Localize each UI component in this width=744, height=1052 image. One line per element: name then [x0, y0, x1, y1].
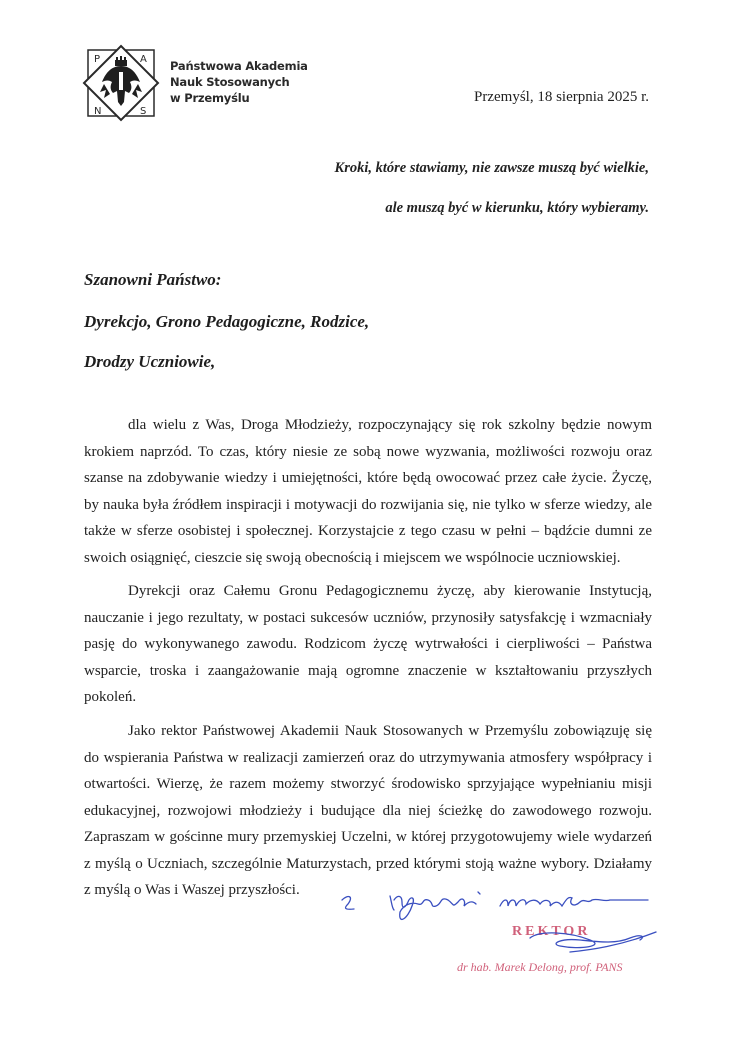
svg-text:A: A	[140, 54, 147, 65]
body-paragraph: Dyrekcji oraz Całemu Gronu Pedagogicznemu życzę, aby kierowanie Instytucją, nauczanie i jego rezultaty, w postaci sukcesów uczniów, przynosiły satysfakcję i wzmacniały pasję do wykonywanego zawodu. Rodzicom życzę wytrwałości i cierpliwości – Państwa wsparcie, troska i zaangażowanie mają ogromne znaczenie w kształtowaniu przyszłych pokoleń.	[84, 583, 652, 705]
organization-name	[170, 58, 308, 106]
svg-text:N: N	[94, 106, 102, 117]
letter-date: Przemyśl, 18 sierpnia 2025 r.	[474, 89, 649, 105]
org-line-3: w Przemyślu	[170, 91, 250, 105]
salutation-line-1: Szanowni Państwo:	[84, 270, 222, 289]
salutation-line-3: Drodzy Uczniowie,	[84, 352, 216, 371]
body-paragraph: Jako rektor Państwowej Akademii Nauk Stosowanych w Przemyślu zobowiązuję się do wspierania Państwa w realizacji zamierzeń oraz do utrzymywania atmosfery współpracy i otwartości. Wierzę, że razem możemy stworzyć środowisko sprzyjające wypełnianiu misji edukacyjnej, rozwojowi młodzieży i budujące dla niej ścieżkę do zawodowego rozwoju. Zapraszam w gościnne mury przemyskiej Uczelni, w której przygotowujemy wiele wydarzeń z myślą o Uczniach, szczególnie Maturzystach, przed którymi stoją ważne wybory. Działamy z myślą o Was i Waszej przyszłości.	[84, 723, 652, 898]
motto-line-1: Kroki, które stawiamy, nie zawsze muszą być wielkie,	[334, 160, 649, 176]
salutation-line-2: Dyrekcjo, Grono Pedagogiczne, Rodzice,	[84, 312, 370, 331]
body-paragraph-3-container	[84, 718, 652, 904]
pans-logo-icon	[82, 44, 160, 122]
body-paragraph-2-container	[84, 578, 652, 711]
org-line-2: Nauk Stosowanych	[170, 75, 290, 89]
org-line-1: Państwowa Akademia	[170, 59, 308, 73]
svg-text:P: P	[94, 54, 101, 65]
body-paragraph: dla wielu z Was, Droga Młodzieży, rozpoczynający się rok szkolny będzie nowym krokiem naprzód. To czas, który niesie ze sobą nowe wyzwania, możliwości rozwoju oraz szanse na zdobywanie wiedzy i umiejętności, które będą owocować przez całe życie. Życzę, by nauka była źródłem inspiracji i motywacji do rozwijania się, nie tylko w sferze wiedzy, ale także w sferze osobistej i społecznej. Korzystajcie z tego czasu w pełni – bądźcie dumni ze swoich osiągnięć, cieszcie się swoją obecnością i miejscem we wspólnocie uczniowskiej.	[84, 417, 652, 566]
body-paragraph-1-container	[84, 412, 652, 571]
signer-name: dr hab. Marek Delong, prof. PANS	[457, 960, 623, 974]
signature-scribble-icon	[520, 922, 660, 962]
svg-text:S: S	[140, 106, 147, 117]
motto-line-2: ale muszą być w kierunku, który wybieramy.	[385, 200, 649, 216]
stamp-title: REKTOR	[512, 924, 591, 939]
